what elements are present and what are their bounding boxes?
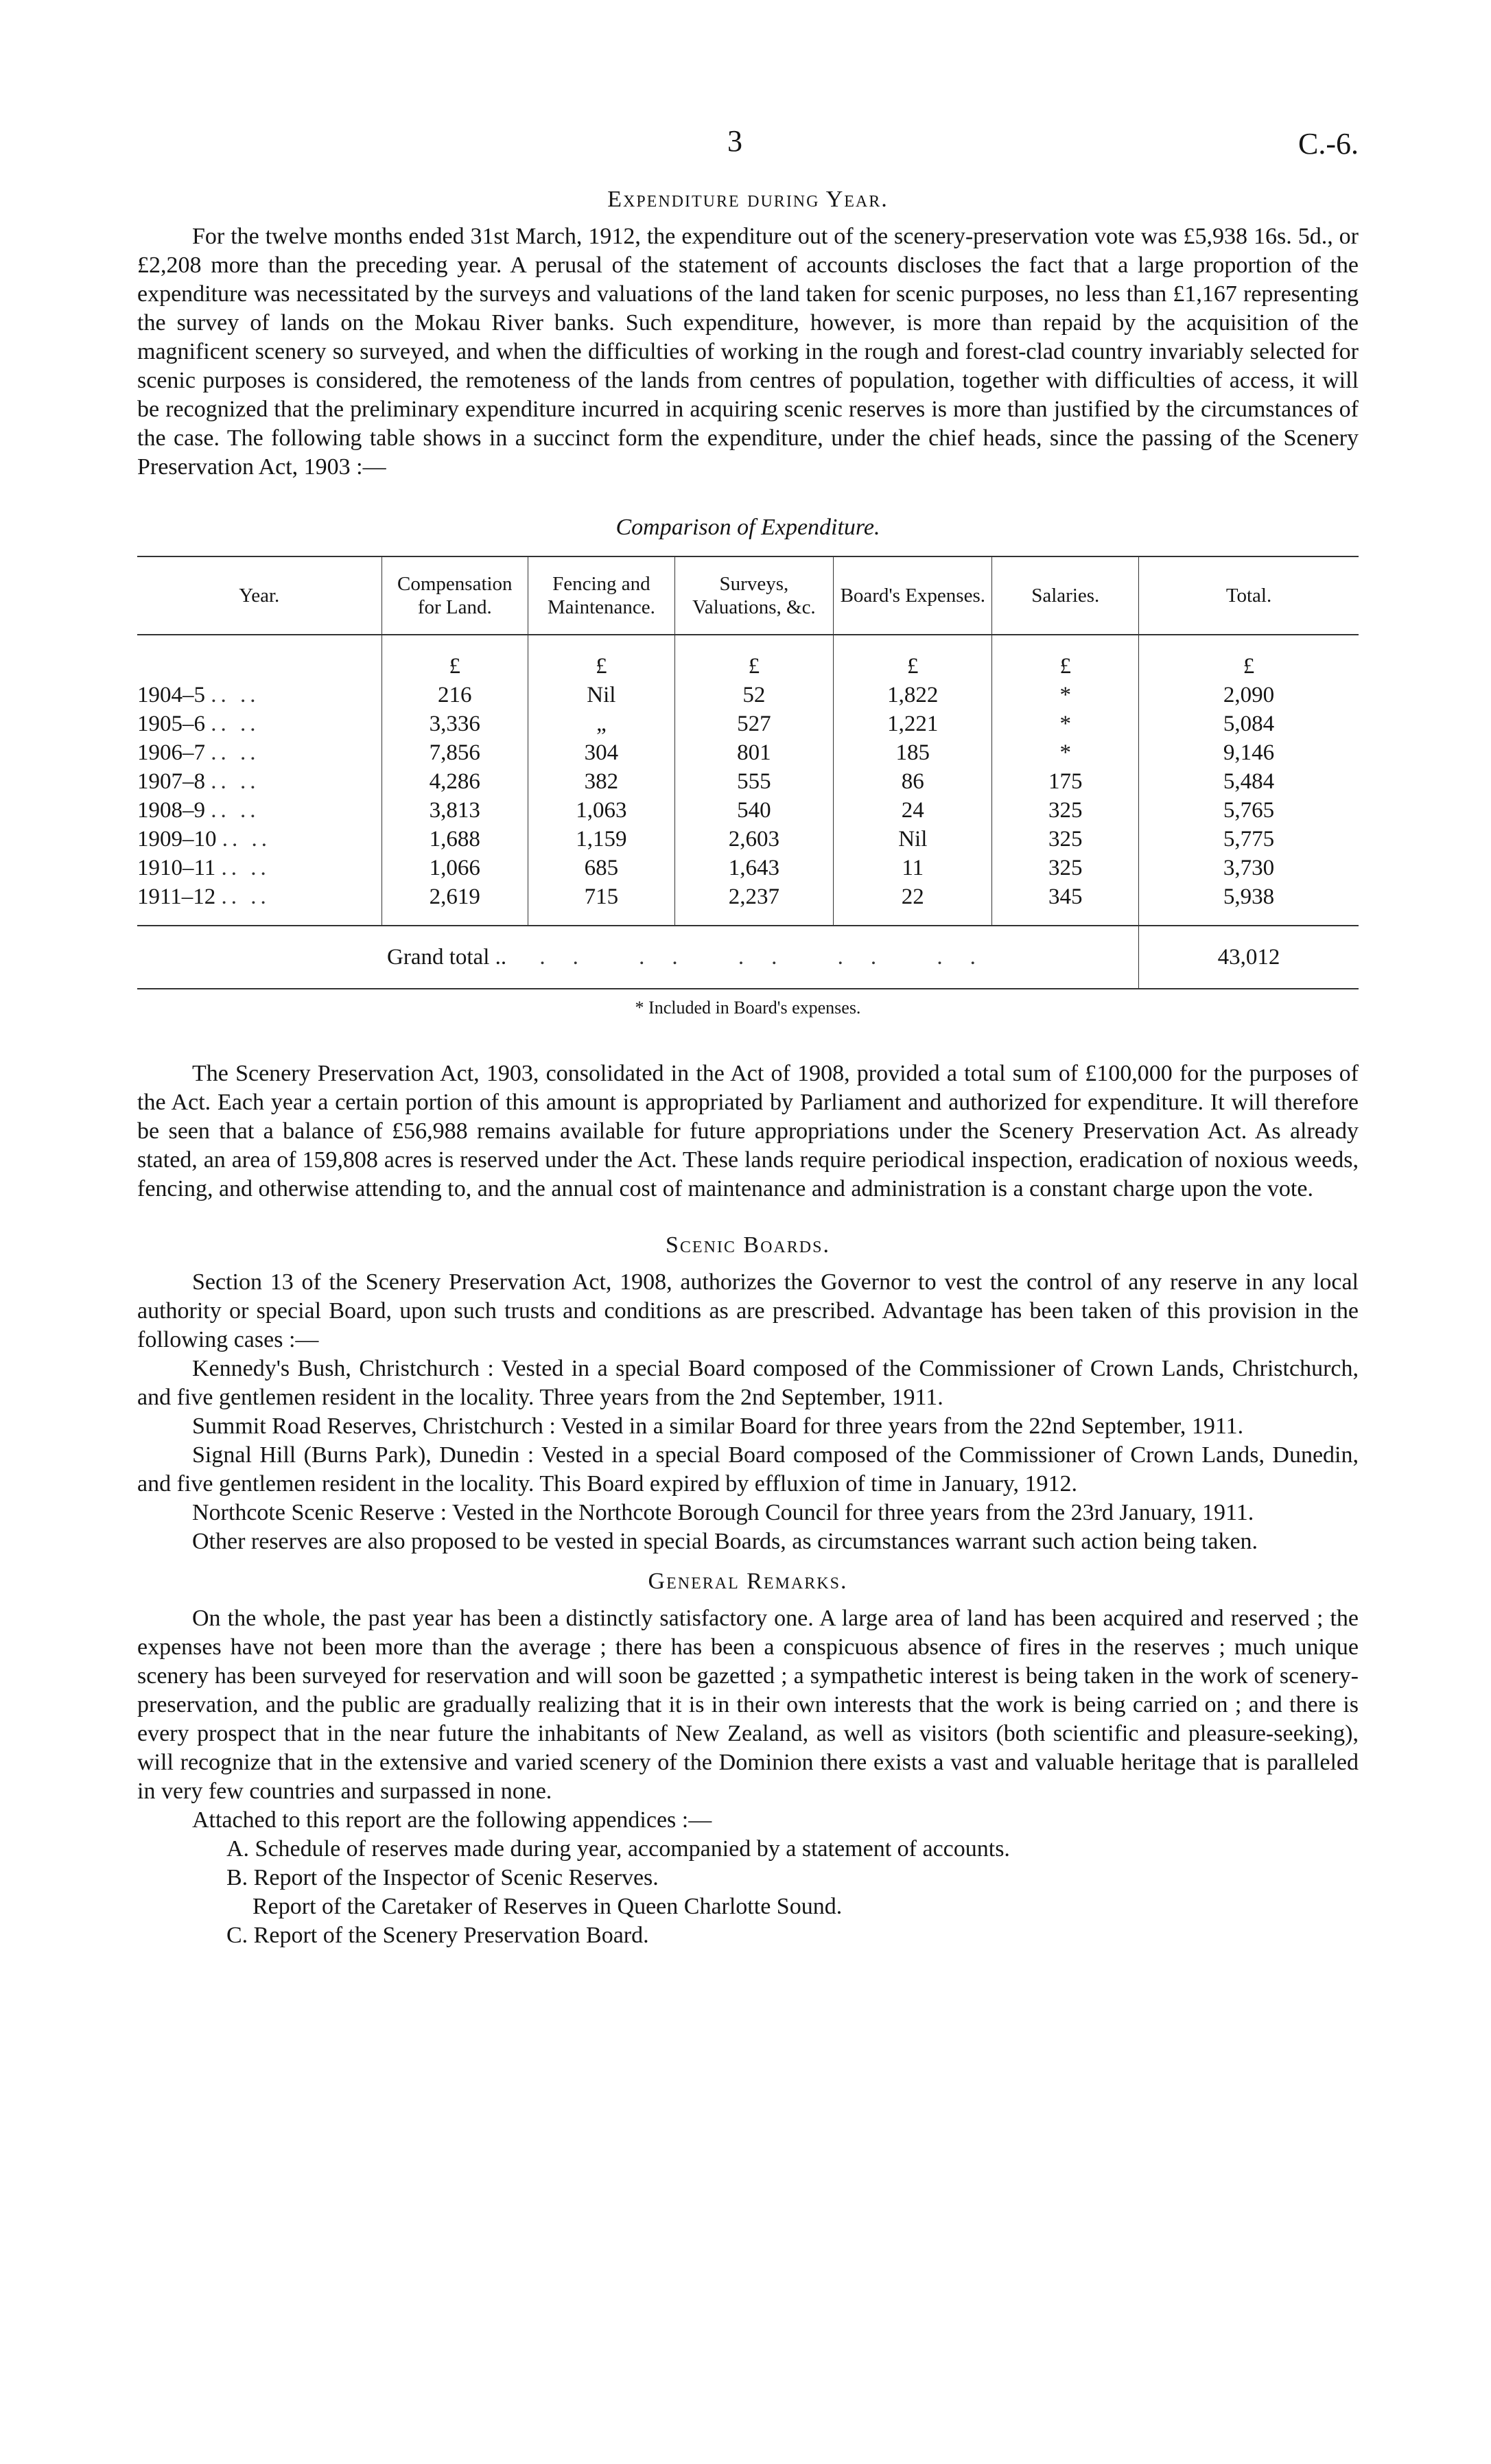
appendix-list — [137, 1835, 1359, 1950]
grand-total-label-cell — [381, 926, 1139, 989]
salaries-cell: 345 — [992, 882, 1139, 926]
total-cell: 5,765 — [1139, 796, 1359, 825]
appendix-item: Report of the Caretaker of Reserves in Queen Charlotte Sound. — [253, 1894, 843, 1919]
surveys-cell: 555 — [674, 767, 833, 796]
total-cell: 5,775 — [1139, 825, 1359, 854]
year-cell — [137, 825, 381, 854]
table-footnote: * Included in Board's expenses. — [635, 998, 861, 1018]
appendices-intro: Attached to this report are the following appendices :— — [192, 1807, 712, 1833]
appendix-item: C. Report of the Scenery Preservation Board. — [226, 1923, 649, 1948]
row-leader: .. .. — [222, 827, 271, 852]
unit-cell: £ — [992, 635, 1139, 681]
row-leader: .. .. — [211, 712, 260, 736]
grand-total-leader: .. .. .. .. .. — [539, 945, 1003, 970]
total-cell: 9,146 — [1139, 738, 1359, 767]
fencing-cell: 382 — [528, 767, 675, 796]
board-case-summit-road: Summit Road Reserves, Christchurch : Vested in a similar Board for three years from the 22nd September, 1911. — [192, 1413, 1244, 1439]
board-expenses-cell: 185 — [834, 738, 992, 767]
total-cell: 5,484 — [1139, 767, 1359, 796]
year-label: 1910–11 — [137, 856, 216, 880]
table-row — [137, 681, 1359, 709]
compensation-cell: 216 — [381, 681, 528, 709]
year-cell — [137, 738, 381, 767]
salaries-cell: 325 — [992, 796, 1139, 825]
header-cell: Board's Expenses. — [834, 556, 992, 635]
year-label: 1904–5 — [137, 683, 205, 707]
total-cell: 5,938 — [1139, 882, 1359, 926]
board-expenses-cell: 22 — [834, 882, 992, 926]
row-leader: .. .. — [211, 769, 260, 794]
unit-cell: £ — [674, 635, 833, 681]
appendix-item: A. Schedule of reserves made during year, accompanied by a statement of accounts. — [226, 1836, 1010, 1862]
year-cell — [137, 882, 381, 926]
board-case-signal-hill: Signal Hill (Burns Park), Dunedin : Vested in a special Board composed of the Commissioner of Crown Lands, Dunedin, and five gentlemen resident in the locality. This Board expired by effluxion of time in January, 1912. — [137, 1442, 1359, 1497]
table-header-row — [137, 556, 1359, 635]
table-caption: Comparison of Expenditure. — [615, 515, 880, 540]
salaries-cell: 175 — [992, 767, 1139, 796]
fencing-cell: 685 — [528, 854, 675, 882]
board-expenses-cell: Nil — [834, 825, 992, 854]
salaries-cell: 325 — [992, 854, 1139, 882]
compensation-cell: 3,336 — [381, 709, 528, 738]
surveys-cell: 52 — [674, 681, 833, 709]
header-cell: Salaries. — [992, 556, 1139, 635]
surveys-cell: 2,237 — [674, 882, 833, 926]
year-cell — [137, 767, 381, 796]
surveys-cell: 527 — [674, 709, 833, 738]
row-leader: .. .. — [211, 798, 260, 823]
board-expenses-cell: 1,822 — [834, 681, 992, 709]
header-cell: Surveys, Valuations, &c. — [674, 556, 833, 635]
row-leader: .. .. — [211, 683, 260, 707]
expenditure-paragraph: For the twelve months ended 31st March, 1912, the expenditure out of the scenery-preservation vote was £5,938 16s. 5d., or £2,208 more than the preceding year. A perusal of the statement of accounts discloses the fact that a large proportion of the expenditure was necessitated by the surveys and valuations of the land taken for scenic purposes, no less than £1,167 representing the survey of lands on the Mokau River banks. Such expenditure, however, is more than repaid by the acquisition of the magnificent scenery so surveyed, and when the difficulties of working in the rough and forest-clad country invariably selected for scenic purposes is considered, the remoteness of the lands from centres of population, together with difficulties of access, it will be recognized that the preliminary expenditure incurred in acquiring scenic reserves is more than justified by the circumstances of the case. The following table shows in a succinct form the expenditure, under the chief heads, since the passing of the Scenery Preservation Act, 1903 :— — [137, 224, 1359, 480]
table-row — [137, 882, 1359, 926]
page-number: 3 — [727, 124, 742, 158]
table-row — [137, 854, 1359, 882]
compensation-cell: 3,813 — [381, 796, 528, 825]
section-heading-expenditure: Expenditure during Year. — [607, 187, 889, 212]
appendix-item: B. Report of the Inspector of Scenic Reserves. — [226, 1865, 659, 1890]
total-cell: 5,084 — [1139, 709, 1359, 738]
compensation-cell: 7,856 — [381, 738, 528, 767]
surveys-cell: 540 — [674, 796, 833, 825]
table-row — [137, 767, 1359, 796]
compensation-cell: 4,286 — [381, 767, 528, 796]
year-label: 1905–6 — [137, 712, 205, 736]
salaries-cell: 325 — [992, 825, 1139, 854]
salaries-cell: * — [992, 681, 1139, 709]
board-expenses-cell: 11 — [834, 854, 992, 882]
board-expenses-cell: 1,221 — [834, 709, 992, 738]
fencing-cell: 304 — [528, 738, 675, 767]
compensation-cell: 1,688 — [381, 825, 528, 854]
board-expenses-cell: 24 — [834, 796, 992, 825]
units-row — [137, 635, 1359, 681]
header-cell: Total. — [1139, 556, 1359, 635]
year-cell — [137, 681, 381, 709]
board-case-other-reserves: Other reserves are also proposed to be vested in special Boards, as circumstances warrant such action being taken. — [192, 1529, 1258, 1554]
fencing-cell: 1,063 — [528, 796, 675, 825]
row-leader: .. .. — [211, 740, 260, 765]
table-row — [137, 825, 1359, 854]
unit-cell — [137, 635, 381, 681]
total-cell: 2,090 — [1139, 681, 1359, 709]
scenic-boards-intro: Section 13 of the Scenery Preservation Act, 1908, authorizes the Governor to vest the control of any reserve in any local authority or special Board, upon such trusts and conditions as are prescribed. Advantage has been taken of this provision in the following cases :— — [137, 1269, 1359, 1352]
general-remarks-paragraph: On the whole, the past year has been a distinctly satisfactory one. A large area of land has been acquired and reserved ; the expenses have not been more than the average ; there has been a conspicuous absence of fires in the reserves ; much unique scenery has been surveyed for reservation and will soon be gazetted ; a sympathetic interest is being taken in the work of scenery-preservation, and the public are gradually realizing that it is in their own interests that the work is being carried on ; and there is every prospect that in the near future the inhabitants of New Zealand, as well as visitors (both scientific and pleasure-seeking), will recognize that in the extensive and varied scenery of the Dominion there exists a vast and valuable heritage that is paralleled in very few countries and surpassed in none. — [137, 1606, 1359, 1804]
act-paragraph: The Scenery Preservation Act, 1903, consolidated in the Act of 1908, provided a total sum of £100,000 for the purposes of the Act. Each year a certain portion of this amount is appropriated by Parliament and authorized for expenditure. It will therefore be seen that a balance of £56,988 remains available for future appropriations under the Scenery Preservation Act. As already stated, an area of 159,808 acres is reserved under the Act. These lands require periodical inspection, eradication of noxious weeds, fencing, and otherwise attending to, and the annual cost of maintenance and administration is a constant charge upon the vote. — [137, 1061, 1359, 1201]
year-label: 1906–7 — [137, 740, 205, 765]
grand-total-label: Grand total .. — [387, 945, 507, 970]
unit-cell: £ — [834, 635, 992, 681]
grand-total-value: 43,012 — [1139, 926, 1359, 989]
surveys-cell: 801 — [674, 738, 833, 767]
unit-cell: £ — [1139, 635, 1359, 681]
row-leader: .. .. — [221, 884, 270, 909]
expenditure-table — [137, 556, 1359, 989]
surveys-cell: 1,643 — [674, 854, 833, 882]
header-cell: Compensation for Land. — [381, 556, 528, 635]
surveys-cell: 2,603 — [674, 825, 833, 854]
page-header — [137, 117, 1359, 172]
section-heading-scenic-boards: Scenic Boards. — [666, 1232, 830, 1258]
year-label: 1907–8 — [137, 769, 205, 794]
header-cell: Year. — [239, 585, 280, 607]
section-heading-general-remarks: General Remarks. — [648, 1569, 848, 1594]
unit-cell: £ — [381, 635, 528, 681]
document-page — [137, 117, 1359, 1950]
fencing-cell: „ — [528, 709, 675, 738]
salaries-cell: * — [992, 738, 1139, 767]
table-row — [137, 738, 1359, 767]
table-row — [137, 796, 1359, 825]
fencing-cell: 715 — [528, 882, 675, 926]
compensation-cell: 1,066 — [381, 854, 528, 882]
board-expenses-cell: 86 — [834, 767, 992, 796]
year-label: 1909–10 — [137, 827, 217, 852]
row-leader: .. .. — [221, 856, 270, 880]
table-row — [137, 709, 1359, 738]
compensation-cell: 2,619 — [381, 882, 528, 926]
fencing-cell: 1,159 — [528, 825, 675, 854]
year-cell — [137, 796, 381, 825]
grand-total-row — [137, 926, 1359, 989]
fencing-cell: Nil — [528, 681, 675, 709]
year-label: 1908–9 — [137, 798, 205, 823]
board-case-northcote: Northcote Scenic Reserve : Vested in the Northcote Borough Council for three years from the 23rd January, 1911. — [192, 1500, 1254, 1525]
document-reference: C.-6. — [1298, 127, 1359, 161]
year-label: 1911–12 — [137, 884, 216, 909]
total-cell: 3,730 — [1139, 854, 1359, 882]
header-cell: Fencing and Maintenance. — [528, 556, 675, 635]
year-cell — [137, 854, 381, 882]
unit-cell: £ — [528, 635, 675, 681]
year-cell — [137, 709, 381, 738]
salaries-cell: * — [992, 709, 1139, 738]
board-case-kennedys-bush: Kennedy's Bush, Christchurch : Vested in a special Board composed of the Commissioner of Crown Lands, Christchurch, and five gentlemen resident in the locality. Three years from the 2nd September, 1911. — [137, 1356, 1359, 1410]
